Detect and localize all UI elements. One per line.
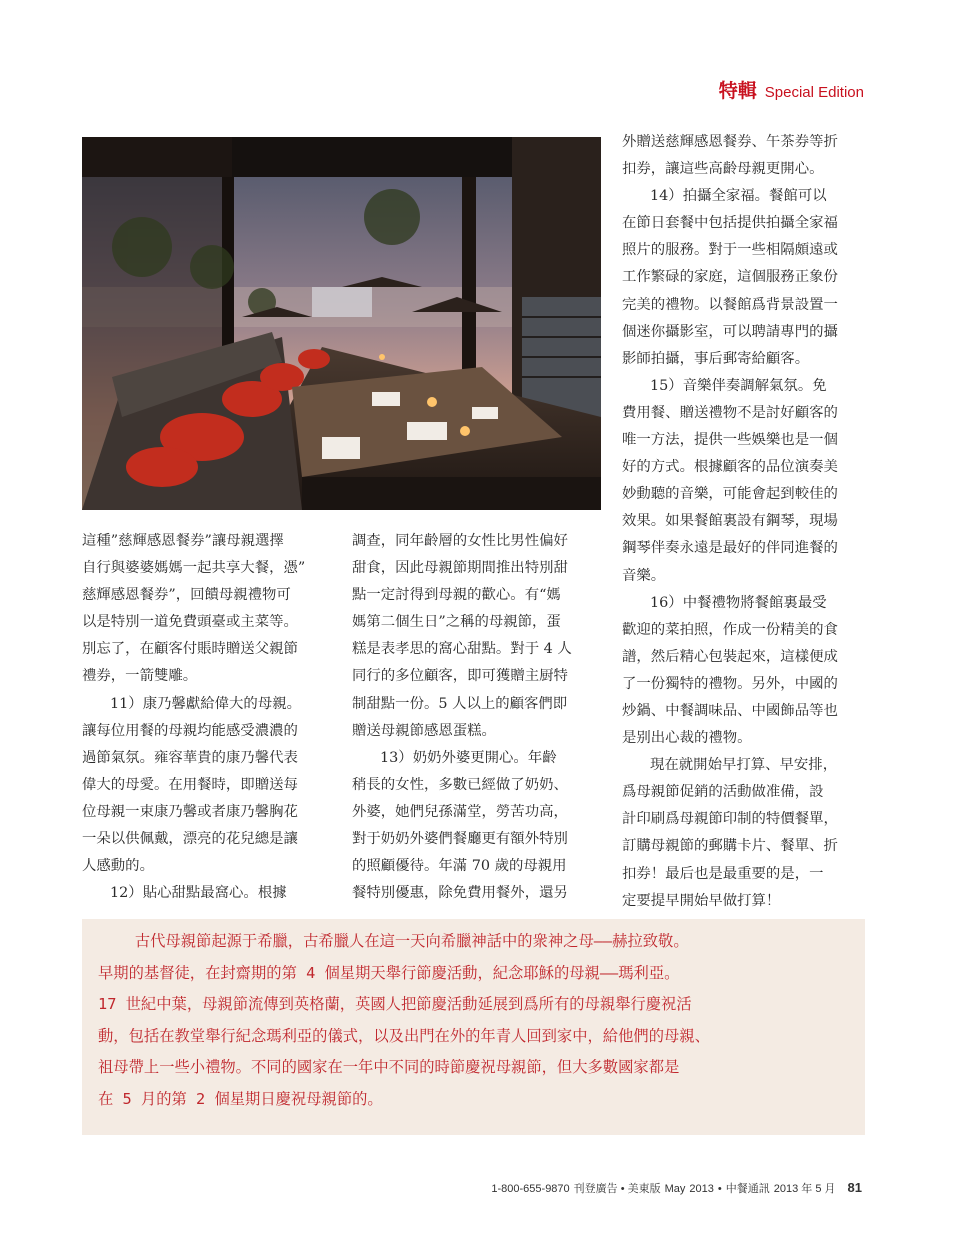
text-line: 個迷你攝影室，可以聘請專門的攝: [622, 323, 838, 340]
footer-date: 2013 年 5 月: [773, 1183, 836, 1195]
footer-separator: •: [717, 1183, 722, 1195]
footer-phone: 1-800-655-9870: [491, 1183, 570, 1195]
text-line: 別忘了，在顧客付賬時贈送父親節: [82, 641, 298, 658]
text-line: 對于奶奶外婆們餐廳更有額外特別: [352, 831, 568, 848]
text-line: 定要提早開始早做打算！: [622, 892, 781, 909]
text-line: 計印刷爲母親節印制的特價餐單，: [622, 811, 838, 828]
text-line: 唯一方法，提供一些娛樂也是一個: [622, 432, 838, 449]
text-line: 讓每位用餐的母親均能感受濃濃的: [82, 722, 298, 739]
text-line: 譜，然后精心包裝起來，這樣便成: [622, 648, 838, 665]
text-line: 扣券！最后也是最重要的是，一: [622, 865, 824, 882]
boxout-line: 在 5 月的第 2 個星期日慶祝母親節的。: [98, 1089, 383, 1108]
boxout-line: 古代母親節起源于希臘，古希臘人在這一天向希臘神話中的衆神之母——赫拉致敬。: [98, 932, 689, 950]
section-title-zh: 特輯: [718, 80, 757, 102]
text-line: 自行與婆婆媽媽一起共享大餐，憑”: [82, 560, 306, 577]
text-line: 15）音樂伴奏調解氣氛。免: [650, 377, 827, 394]
text-line: 14）拍攝全家福。餐館可以: [650, 188, 827, 205]
text-line: 糕是表孝思的窩心甜點。對于 4 人: [352, 641, 572, 658]
text-line: 是别出心裁的禮物。: [622, 730, 752, 747]
text-line: 外婆，她們兒孫滿堂，勞苦功高，: [352, 803, 568, 820]
page-footer: [491, 1180, 862, 1196]
text-line: 16）中餐禮物將餐館裏最受: [650, 594, 827, 611]
text-line: 12）貼心甜點最窩心。根據: [110, 885, 287, 902]
text-line: 了一份獨特的禮物。另外，中國的: [622, 675, 838, 692]
text-line: 禮券，一箭雙雕。: [82, 668, 198, 685]
text-line: 扣券，讓這些高齡母親更開心。: [622, 161, 824, 178]
text-line: 慈輝感恩餐券”，回饋母親禮物可: [82, 587, 291, 604]
text-line: 甜食，因此母親節期間推出特別甜: [352, 560, 568, 577]
text-line: 鋼琴伴奏永遠是最好的伴同進餐的: [622, 540, 838, 557]
text-line: 完美的禮物。以餐館爲背景設置一: [622, 296, 838, 313]
text-line: 音樂。: [622, 567, 666, 584]
text-line: 媽第二個生日”之稱的母親節，蛋: [352, 614, 561, 631]
footer-ad-text: 刊登廣告 • 美東版: [573, 1183, 661, 1195]
boxout-line: 動，包括在教堂舉行紀念瑪利亞的儀式，以及出門在外的年青人回到家中，給他們的母親、: [98, 1026, 710, 1045]
body-column-2: [352, 528, 604, 907]
text-line: 歡迎的菜拍照，作成一份精美的食: [622, 621, 838, 638]
text-line: 效果。如果餐館裏設有鋼琴，現場: [622, 513, 838, 530]
text-line: 妙動聽的音樂，可能會起到較佳的: [622, 486, 838, 503]
text-line: 這種”慈輝感恩餐券”讓母親選擇: [82, 533, 284, 549]
text-line: 訂購母親節的郵購卡片、餐單、折: [622, 838, 838, 855]
body-column-3: [622, 129, 872, 915]
body-column-1: [82, 528, 334, 907]
text-line: 一朵以供佩戴，漂亮的花兒總是讓: [82, 831, 298, 848]
text-line: 在節日套餐中包括提供拍攝全家福: [622, 215, 838, 232]
text-line: 現在就開始早打算、早安排，: [650, 757, 838, 774]
footer-publication: 中餐通訊: [725, 1183, 770, 1195]
text-line: 調查，同年齡層的女性比男性偏好: [352, 533, 568, 549]
section-title-en: Special Edition: [764, 84, 864, 101]
text-line: 影師拍攝，事后郵寄給顧客。: [622, 350, 810, 367]
text-line: 偉大的母愛。在用餐時，即贈送每: [82, 776, 298, 793]
text-line: 以是特別一道免費頭臺或主菜等。: [82, 614, 298, 631]
boxout-line: 17 世紀中葉，母親節流傳到英格蘭，英國人把節慶活動延展到爲所有的母親舉行慶祝活: [98, 995, 692, 1013]
text-line: 贈送母親節感恩蛋糕。: [352, 722, 496, 739]
text-line: 工作繁碌的家庭，這個服務正象份: [622, 269, 838, 286]
text-line: 制甜點一份。5 人以上的顧客們即: [352, 695, 568, 712]
boxout-line: 早期的基督徒，在封齋期的第 4 個星期天舉行節慶活動，紀念耶穌的母親——瑪利亞。: [98, 963, 680, 982]
text-line: 過節氣氛。雍容華貴的康乃馨代表: [82, 749, 298, 766]
text-line: 點一定討得到母親的歡心。有“媽: [352, 587, 561, 604]
text-line: 外贈送慈輝感恩餐券、午茶券等折: [622, 134, 838, 150]
footer-month: May: [664, 1183, 686, 1195]
restaurant-terrace-photo: [82, 137, 601, 510]
boxout-line: 祖母帶上一些小禮物。不同的國家在一年中不同的時節慶祝母親節，但大多數國家都是: [98, 1058, 680, 1076]
page-number: 81: [847, 1180, 862, 1195]
text-line: 爲母親節促銷的活動做准備，設: [622, 784, 824, 801]
text-line: 13）奶奶外婆更開心。年齡: [380, 749, 557, 766]
boxout-text: [98, 926, 858, 1115]
footer-year: 2013: [689, 1183, 714, 1195]
text-line: 人感動的。: [82, 858, 154, 875]
text-line: 炒鍋、中餐調味品、中國飾品等也: [622, 702, 838, 719]
text-line: 好的方式。根據顧客的品位演奏美: [622, 459, 838, 476]
text-line: 照片的服務。對于一些相隔頗遠或: [622, 242, 838, 259]
section-header: [719, 76, 864, 103]
text-line: 的照顧優待。年滿 70 歲的母親用: [352, 858, 567, 875]
text-line: 同行的多位顧客，即可獲贈主厨特: [352, 668, 568, 685]
text-line: 11）康乃馨獻給偉大的母親。: [110, 695, 301, 712]
text-line: 位母親一束康乃馨或者康乃馨胸花: [82, 803, 298, 820]
text-line: 稍長的女性，多數已經做了奶奶、: [352, 776, 568, 793]
text-line: 餐特別優惠，除免費用餐外，還另: [352, 885, 568, 902]
text-line: 費用餐、贈送禮物不是討好顧客的: [622, 404, 838, 421]
